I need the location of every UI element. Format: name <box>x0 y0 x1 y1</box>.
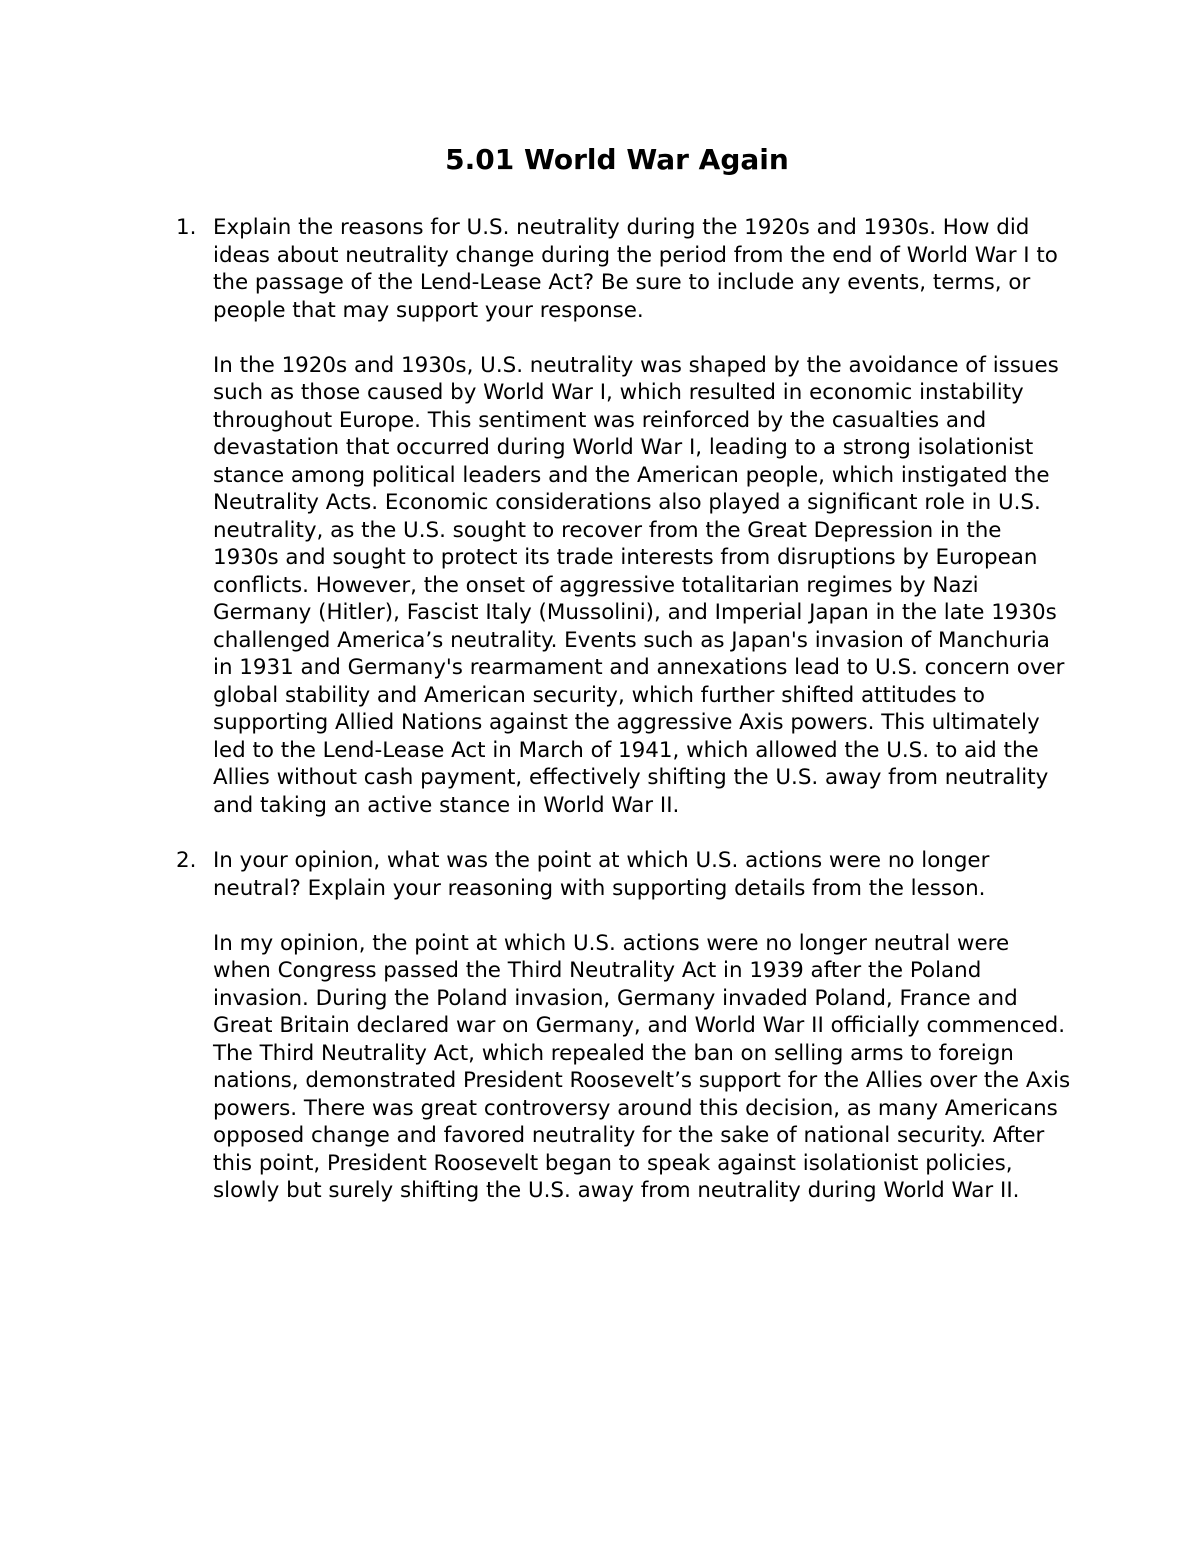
question-prompt: Explain the reasons for U.S. neutrality during the 1920s and 1930s. How did ideas about neutrality change during the period from the end of World War I to the passage of the Lend-Lease Act? Be sure to include any events, terms, or people that may support your response. <box>213 215 1058 323</box>
answer-paragraph: In my opinion, the point at which U.S. actions were no longer neutral were when Congress passed the Third Neutrality Act in 1939 after the Poland invasion. During the Poland invasion, Germany invaded Poland, France and Great Britain declared war on Germany, and World War II officially commenced. The Third Neutrality Act, which repealed the ban on selling arms to foreign nations, demonstrated President Roosevelt’s support for the Allies over the Axis powers. There was great controversy around this decision, as many Americans opposed change and favored neutrality for the sake of national security. After this point, President Roosevelt began to speak against isolationist policies, slowly but surely shifting the U.S. away from neutrality during World War II. <box>213 930 1071 1203</box>
question-item-2 <box>176 847 1073 1205</box>
question-item-1 <box>176 214 1073 819</box>
question-list <box>176 214 1073 1233</box>
question-number: 1. <box>176 215 197 240</box>
answer-paragraph: In the 1920s and 1930s, U.S. neutrality was shaped by the avoidance of issues such as those caused by World War I, which resulted in economic instability throughout Europe. This sentiment was reinforced by the casualties and devastation that occurred during World War I, leading to a strong isolationist stance among political leaders and the American people, which instigated the Neutrality Acts. Economic considerations also played a significant role in U.S. neutrality, as the U.S. sought to recover from the Great Depression in the 1930s and sought to protect its trade interests from disruptions by European conflicts. However, the onset of aggressive totalitarian regimes by Nazi Germany (Hitler), Fascist Italy (Mussolini), and Imperial Japan in the late 1930s challenged America’s neutrality. Events such as Japan's invasion of Manchuria in 1931 and Germany's rearmament and annexations lead to U.S. concern over global stability and American security, which further shifted attitudes to supporting Allied Nations against the aggressive Axis powers. This ultimately led to the Lend-Lease Act in March of 1941, which allowed the U.S. to aid the Allies without cash payment, effectively shifting the U.S. away from neutrality and taking an active stance in World War II. <box>213 352 1065 818</box>
page-title: 5.01 World War Again <box>445 143 789 176</box>
question-prompt: In your opinion, what was the point at which U.S. actions were no longer neutral? Explain your reasoning with supporting details from the lesson. <box>213 848 990 901</box>
question-number: 2. <box>176 848 197 873</box>
